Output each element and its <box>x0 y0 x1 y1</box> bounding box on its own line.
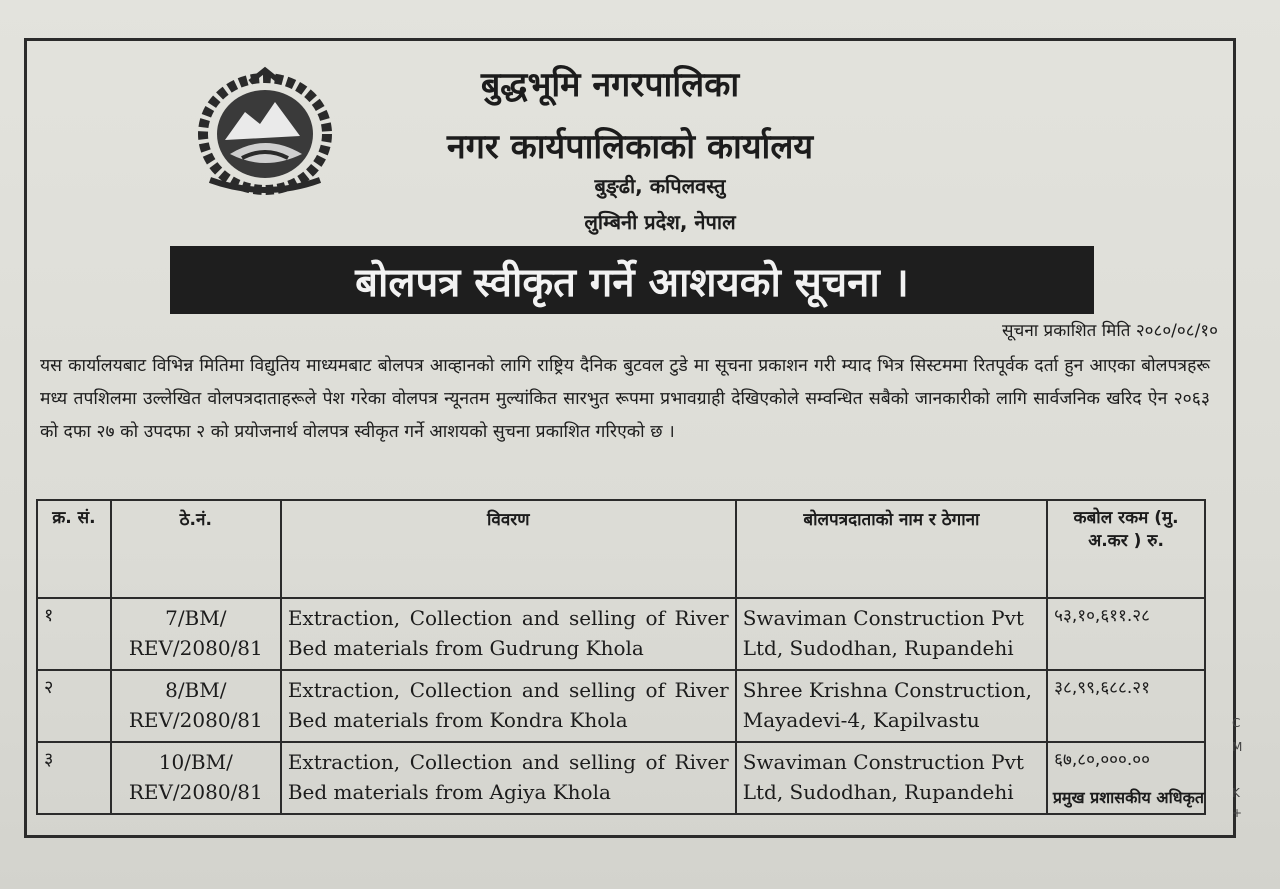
print-mark-c: C <box>1232 716 1241 730</box>
office-name: नगर कार्यपालिकाको कार्यालय <box>446 127 814 167</box>
table-row <box>37 742 1205 814</box>
municipality-name: बुद्धभूमि नगरपालिका <box>480 65 740 105</box>
bid-acceptance-table <box>36 499 1206 815</box>
header-contract-no: ठे.नं. <box>111 500 281 598</box>
row-serial: २ <box>37 670 111 742</box>
row-contract-no: 7/BM/ REV/2080/81 <box>111 598 281 670</box>
print-mark-plus: + <box>1232 806 1243 820</box>
row-amount: ६७,८०,०००.०० <box>1047 742 1205 814</box>
table-row <box>37 598 1205 670</box>
row-description: Extraction, Collection and selling of River Bed materials from Kondra Khola <box>281 670 736 742</box>
header-amount: कबोल रकम (मु. अ.कर ) रु. <box>1047 500 1205 598</box>
row-contract-no: 10/BM/ REV/2080/81 <box>111 742 281 814</box>
office-location: बुङ्ढी, कपिलवस्तु <box>594 174 726 198</box>
row-bidder: Shree Krishna Construction, Mayadevi-4, Kapilvastu <box>736 670 1047 742</box>
nepal-government-emblem-icon <box>190 62 340 202</box>
table-row <box>37 670 1205 742</box>
notice-body-paragraph: यस कार्यालयबाट विभिन्न मितिमा विद्युतिय माध्यमबाट बोलपत्र आव्हानको लागि राष्ट्रिय दैनिक बुटवल टुडे मा सूचना प्रकाशन गरी म्याद भित्र सिस्टममा रितपूर्वक दर्ता हुन आएका बोलपत्रहरू मध्य तपशिलमा उल्लेखित वोलपत्रदाताहरूले पेश गरेका वोलपत्र न्यूनतम मुल्यांकित सारभुत रूपमा प्रभावग्राही देखिएकोले सम्वन्धित सबैको जानकारीको लागि सार्वजनिक खरिद ऐन २०६३ को दफा २७ को उपदफा २ को प्रयोजनार्थ वोलपत्र स्वीकृत गर्ने आशयको सुचना प्रकाशित गरिएको छ । <box>40 356 1210 442</box>
header-description: विवरण <box>281 500 736 598</box>
row-bidder: Swaviman Construction Pvt Ltd, Sudodhan, Rupandehi <box>736 742 1047 814</box>
row-serial: १ <box>37 598 111 670</box>
publication-date: सूचना प्रकाशित मिति २०८०/०८/१० <box>1002 321 1218 341</box>
row-description: Extraction, Collection and selling of River Bed materials from Agiya Khola <box>281 742 736 814</box>
office-province: लुम्बिनी प्रदेश, नेपाल <box>584 210 736 234</box>
signatory-title: प्रमुख प्रशासकीय अधिकृत <box>1052 788 1204 807</box>
header-bidder: बोलपत्रदाताको नाम र ठेगाना <box>736 500 1047 598</box>
header-serial: क्र. सं. <box>37 500 111 598</box>
row-bidder: Swaviman Construction Pvt Ltd, Sudodhan, Rupandehi <box>736 598 1047 670</box>
row-description: Extraction, Collection and selling of River Bed materials from Gudrung Khola <box>281 598 736 670</box>
row-amount: ३८,९९,६८८.२१ <box>1047 670 1205 742</box>
row-amount: ५३,१०,६११.२८ <box>1047 598 1205 670</box>
row-contract-no: 8/BM/ REV/2080/81 <box>111 670 281 742</box>
notice-title-banner: बोलपत्र स्वीकृत गर्ने आशयको सूचना । <box>170 246 1094 314</box>
print-mark-k: K <box>1232 786 1240 800</box>
print-mark-m: M <box>1232 740 1243 754</box>
row-serial: ३ <box>37 742 111 814</box>
table-header-row <box>37 500 1205 598</box>
